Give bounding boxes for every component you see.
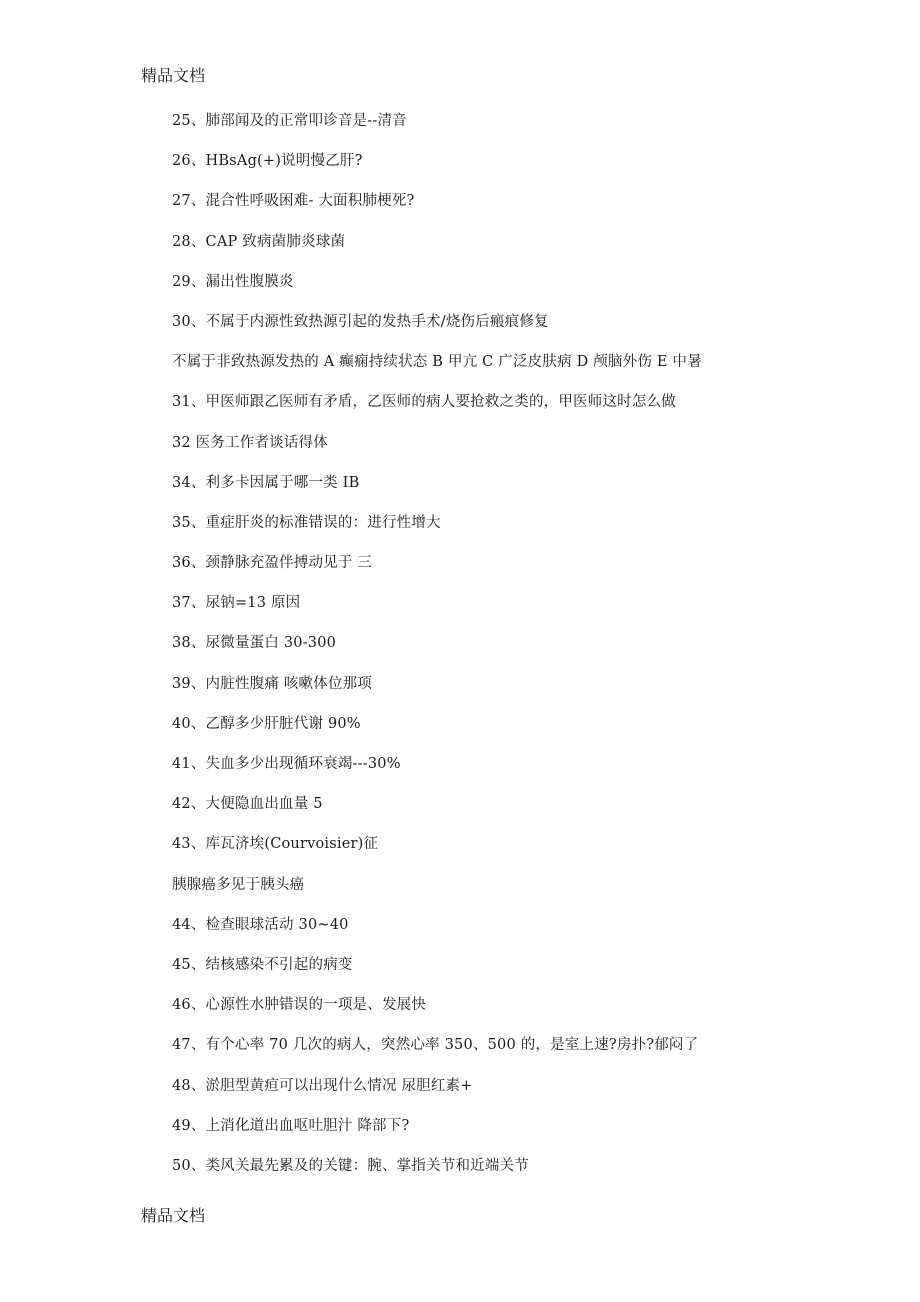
list-item: 26、HBsAg(+)说明慢乙肝? [172,153,363,170]
list-item: 45、结核感染不引起的病变 [172,956,353,973]
list-item: 42、大便隐血出血量 5 [172,796,323,813]
list-item: 38、尿微量蛋白 30-300 [172,635,337,652]
list-item: 41、失血多少出现循环衰竭---30% [172,756,401,772]
list-item: 46、心源性水肿错误的一项是、发展快 [172,997,427,1014]
list-item: 27、混合性呼吸困难- 大面积肺梗死? [172,193,415,210]
page-header: 精品文档 [141,66,206,85]
list-item: 36、颈静脉充盈伴搏动见于 三 [172,555,373,572]
list-item: 48、淤胆型黄疸可以出现什么情况 尿胆红素+ [172,1077,473,1094]
list-item: 40、乙醇多少肝脏代谢 90% [172,715,361,732]
list-item: 50、类风关最先累及的关键：腕、掌指关节和近端关节 [172,1157,529,1174]
list-item: 28、CAP 致病菌肺炎球菌 [172,233,346,250]
list-item: 44、检查眼球活动 30~40 [172,916,349,933]
list-item: 35、重症肝炎的标准错误的：进行性增大 [172,514,441,531]
list-item: 47、有个心率 70 几次的病人，突然心率 350、500 的，是室上速?房扑?郁闷了 [172,1037,699,1054]
list-item: 39、内脏性腹痛 咳嗽体位那项 [172,675,373,692]
list-item: 不属于非致热源发热的 A 癫痫持续状态 B 甲亢 C 广泛皮肤病 D 颅脑外伤 E 中暑 [172,354,702,371]
list-item: 30、不属于内源性致热源引起的发热手术/烧伤后瘢痕修复 [172,313,549,330]
page-footer: 精品文档 [141,1206,206,1225]
list-item: 胰腺癌多见于胰头癌 [172,876,305,893]
list-item: 49、上消化道出血呕吐胆汁 降部下? [172,1117,410,1134]
list-item: 31、甲医师跟乙医师有矛盾，乙医师的病人要抢救之类的，甲医师这时怎么做 [172,394,676,411]
list-item: 25、肺部闻及的正常叩诊音是--清音 [172,113,407,129]
list-item: 43、库瓦济埃(Courvoisier)征 [172,836,379,853]
list-item: 29、漏出性腹膜炎 [172,273,294,290]
list-item: 34、利多卡因属于哪一类 IB [172,474,360,491]
list-item: 37、尿钠=13 原因 [172,595,301,612]
question-list [172,110,772,1195]
list-item: 32 医务工作者谈话得体 [172,434,328,451]
